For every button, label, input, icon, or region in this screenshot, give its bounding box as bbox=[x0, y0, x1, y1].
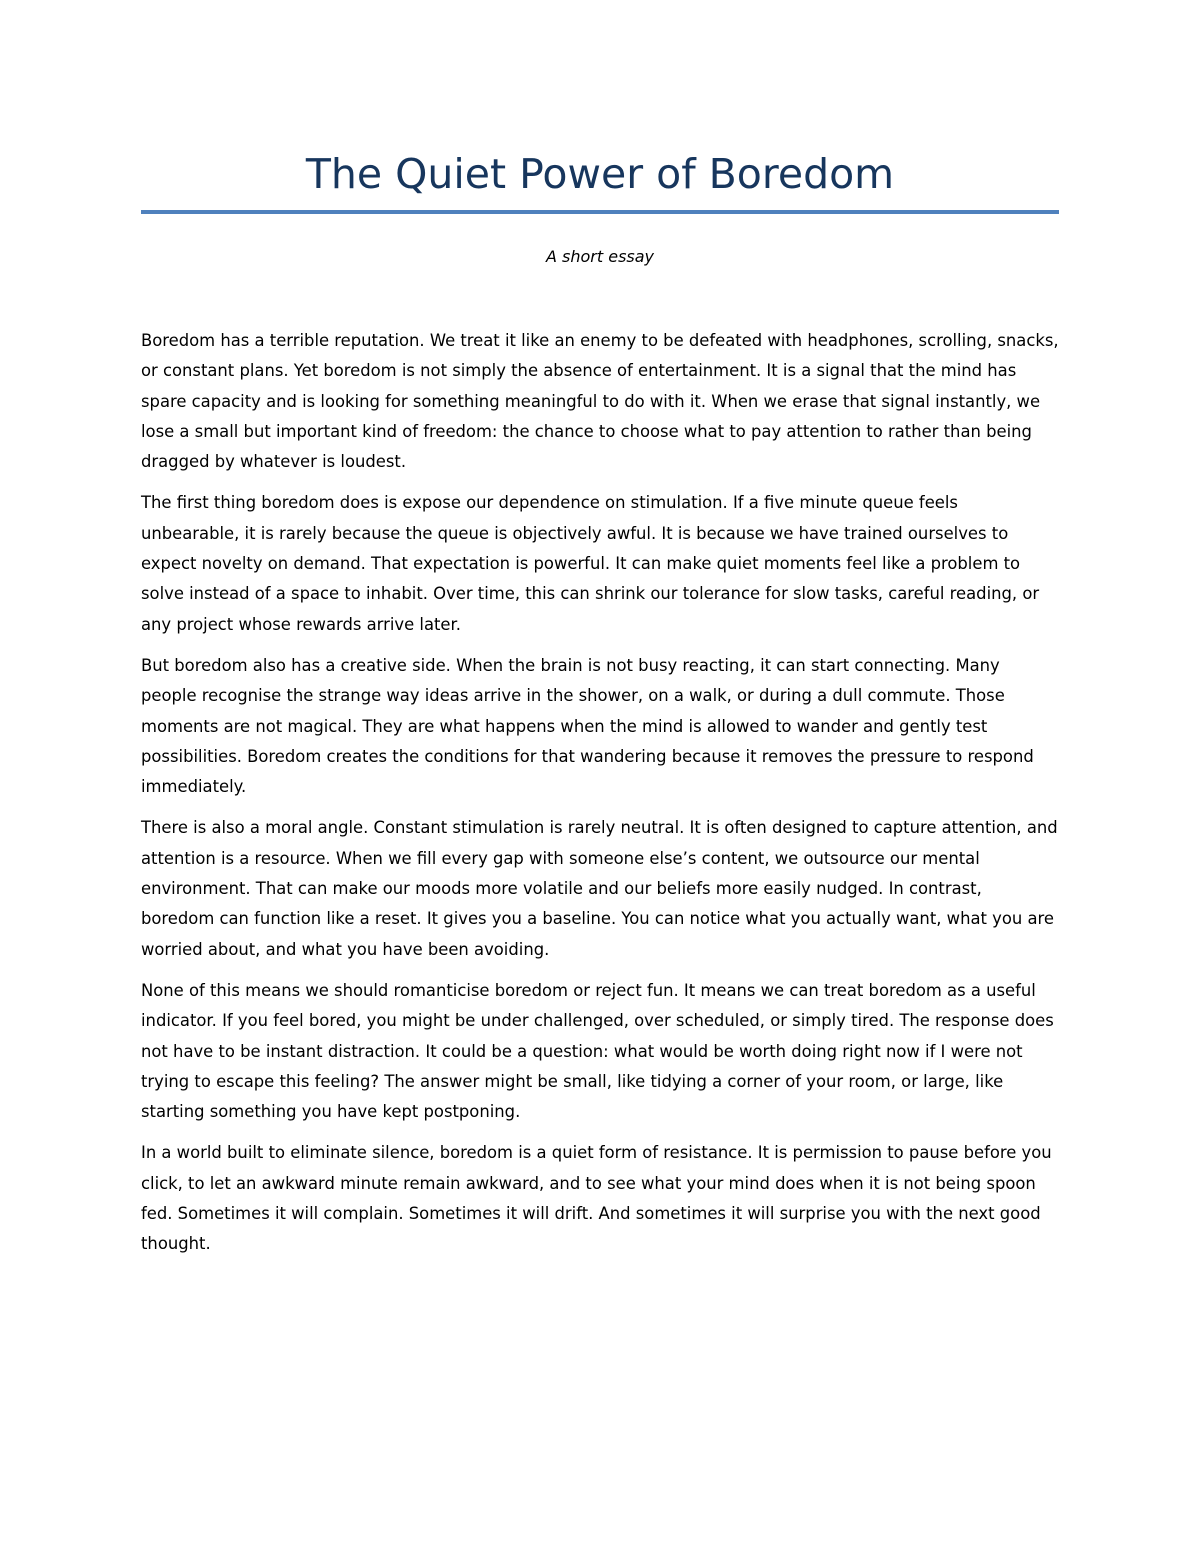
paragraph-4: There is also a moral angle. Constant stimulation is rarely neutral. It is often designed to capture attention, and attention is a resource. When we fill every gap with someone else’s content, we outsource our mental environment. That can make our moods more volatile and our beliefs more easily nudged. In contrast, boredom can function like a reset. It gives you a baseline. You can notice what you actually want, what you are worried about, and what you have been avoiding. bbox=[141, 818, 1058, 959]
paragraph-2: The first thing boredom does is expose our dependence on stimulation. If a five minute queue feels unbearable, it is rarely because the queue is objectively awful. It is because we have trained ourselves to expect novelty on demand. That expectation is powerful. It can make quiet moments feel like a problem to solve instead of a space to inhabit. Over time, this can shrink our tolerance for slow tasks, careful reading, or any project whose rewards arrive later. bbox=[141, 493, 1040, 634]
paragraph-3: But boredom also has a creative side. When the brain is not busy reacting, it can start connecting. Many people recognise the strange way ideas arrive in the shower, on a walk, or during a dull commute. Those moments are not magical. They are what happens when the mind is allowed to wander and gently test possibilities. Boredom creates the conditions for that wandering because it removes the pressure to respond immediately. bbox=[141, 655, 1034, 797]
document-subtitle: A short essay bbox=[545, 247, 655, 266]
paragraph-1: Boredom has a terrible reputation. We treat it like an enemy to be defeated with headphones, scrolling, snacks, or constant plans. Yet boredom is not simply the absence of entertainment. It is a signal that the mind has spare capacity and is looking for something meaningful to do with it. When we erase that signal instantly, we lose a small but important kind of freedom: the chance to choose what to pay attention to rather than being dragged by whatever is loudest. bbox=[141, 331, 1059, 472]
essay-body bbox=[141, 326, 1059, 1271]
paragraph-6: In a world built to eliminate silence, boredom is a quiet form of resistance. It is permission to pause before you click, to let an awkward minute remain awkward, and to see what your mind does when it is not being spoon fed. Sometimes it will complain. Sometimes it will drift. And sometimes it will surprise you with the next good thought. bbox=[141, 1143, 1052, 1254]
document-title: The Quiet Power of Boredom bbox=[305, 150, 895, 198]
title-underline-rule bbox=[141, 210, 1059, 214]
paragraph-5: None of this means we should romanticise boredom or reject fun. It means we can treat boredom as a useful indicator. If you feel bored, you might be under challenged, over scheduled, or simply tired. The response does not have to be instant distraction. It could be a question: what would be worth doing right now if I were not trying to escape this feeling? The answer might be small, like tidying a corner of your room, or large, like starting something you have kept postponing. bbox=[141, 980, 1054, 1122]
